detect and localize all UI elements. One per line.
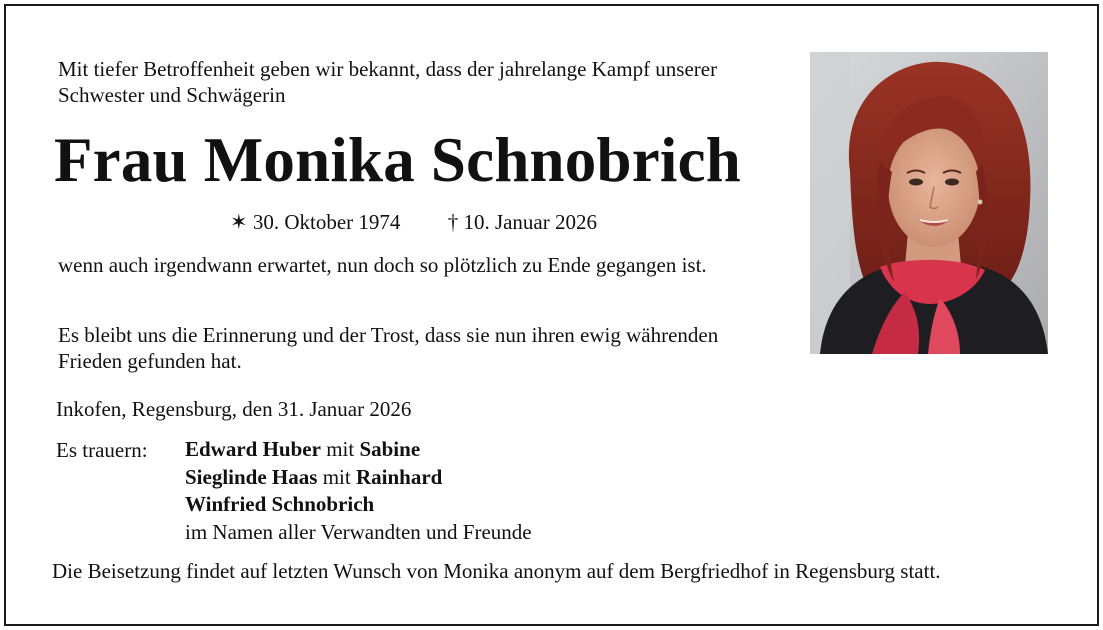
paragraph-remembrance: Es bleibt uns die Erinnerung und der Trost, dass sie nun ihren ewig währenden Frieden gefunden hat. xyxy=(58,323,719,373)
mourners-label: Es trauern: xyxy=(56,438,148,462)
mourners-closing: im Namen aller Verwandten und Freunde xyxy=(185,519,532,544)
deceased-name: Frau Monika Schnobrich xyxy=(54,125,742,195)
birth-date: 30. Oktober 1974 xyxy=(252,210,401,234)
death-date: 10. Januar 2026 xyxy=(463,210,597,234)
portrait-photo xyxy=(810,52,1048,354)
birth-star-icon: ✶ xyxy=(230,210,248,234)
mourner-joiner: mit xyxy=(317,464,356,489)
mourner-joiner: mit xyxy=(320,437,360,461)
mourner-line xyxy=(185,464,532,492)
mourner-name: Sieglinde Haas xyxy=(185,464,318,489)
mourner-name: Winfried Schnobrich xyxy=(185,492,375,516)
mourners-list xyxy=(185,436,532,546)
death-cross-icon: † xyxy=(447,210,459,234)
mourner-name: Edward Huber xyxy=(185,437,321,461)
mourner-line xyxy=(185,491,532,519)
place-and-date: Inkofen, Regensburg, den 31. Januar 2026 xyxy=(56,397,412,421)
paragraph-ending: wenn auch irgendwann erwartet, nun doch so plötzlich zu Ende gegangen ist. xyxy=(58,253,707,277)
mourner-partner: Sabine xyxy=(359,437,421,461)
life-dates xyxy=(230,208,597,236)
mourner-line xyxy=(185,436,532,464)
mourner-partner: Rainhard xyxy=(355,464,443,489)
burial-note: Die Beisetzung findet auf letzten Wunsch von Monika anonym auf dem Bergfriedhof in Regensburg statt. xyxy=(52,559,941,583)
intro-text: Mit tiefer Betroffenheit geben wir bekannt, dass der jahrelange Kampf unserer Schwester und Schwägerin xyxy=(58,57,718,107)
